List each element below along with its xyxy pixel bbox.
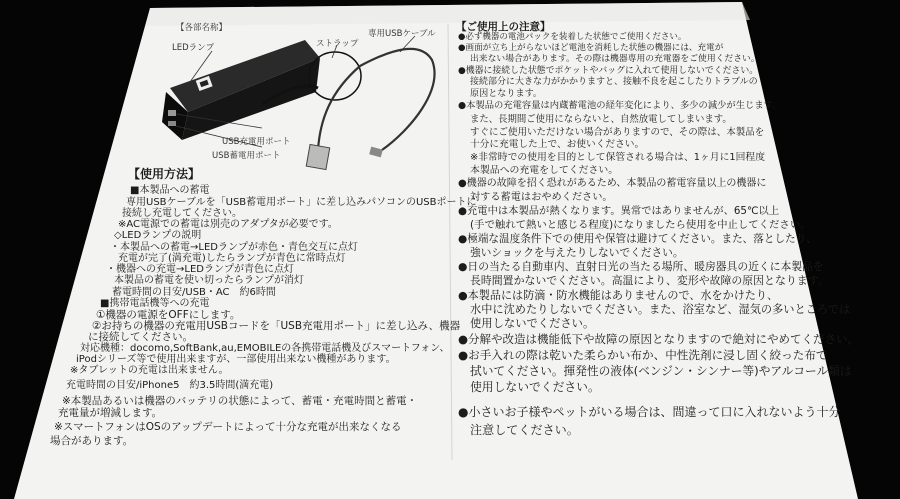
caution-line: ●必ず機器の電池パックを装着した状態でご使用ください。 xyxy=(458,32,687,42)
usage-line: に接続してください。 xyxy=(88,331,193,343)
usage-line: 接続し充電してください。 xyxy=(122,208,242,219)
caution-line: ※非常時での使用を目的として保管される場合は、1ヶ月に1回程度 xyxy=(470,152,765,163)
caution-line: 注意してください。 xyxy=(470,423,579,437)
usage-line: ※スマートフォンはOSのアップデートによって十分な充電が出来なくなる xyxy=(54,421,402,433)
usage-line: ■本製品への蓄電 xyxy=(130,185,210,196)
caution-line: 接続部分に大きな力がかかりますと、接触不良を起こしたりトラブルの xyxy=(470,77,758,87)
caution-line: ●お手入れの際は乾いた柔らかい布か、中性洗剤に浸し固く絞った布で xyxy=(458,348,828,362)
caution-line: ●本製品には防滴・防水機能はありませんので、水をかけたり、 xyxy=(458,289,779,302)
caution-line: 使用しないでください。 xyxy=(470,380,600,394)
caution-line: また、長期間ご使用にならないと、自然放電してしまいます。 xyxy=(470,114,732,125)
usage-line: ※AC電源での蓄電は別売のアダプタが必要です。 xyxy=(118,219,338,230)
caution-line: 水中に沈めたりしないでください。また、浴室など、湿気の多いところでは xyxy=(470,303,851,316)
caution-line: ●小さいお子様やペットがいる場合は、間違って口に入れないよう十分 xyxy=(458,405,841,419)
cable-label: 専用USBケーブル xyxy=(368,29,436,39)
caution-line: ●機器の故障を招く恐れがあるため、本製品の蓄電容量以上の機器に xyxy=(458,178,767,189)
usage-line: ※タブレットの充電は出来ません。 xyxy=(70,365,229,376)
diagram-title: 【各部名称】 xyxy=(176,23,228,33)
caution-line: 強いショックを与えたりしないでください。 xyxy=(470,246,684,259)
caution-line: ●画面が立ち上がらないほど電池を消耗した状態の機器には、充電が xyxy=(458,43,724,53)
caution-line: ●機器に接続した状態でポケットやバッグに入れて使用しないでください。 xyxy=(458,66,759,76)
usage-line: ①機器の電源をOFFにします。 xyxy=(96,309,241,321)
usage-heading: 【使用方法】 xyxy=(128,167,201,181)
usage-line: 蓄電時間の目安/USB・AC 約6時間 xyxy=(112,287,276,298)
usage-line: 対応機種：docomo,SoftBank,au,EMOBILEの各携帯電話機及びスマートフォン、 xyxy=(80,343,450,354)
charge-port-label: USB充電用ポート xyxy=(222,137,291,147)
caution-line: 原因となります。 xyxy=(470,89,543,99)
caution-line: 拭いてください。揮発性の液体(ベンジン・シンナー等)やアルコール類は xyxy=(470,364,852,378)
usage-line: ◇LEDランプの説明 xyxy=(114,230,202,241)
caution-line: 出来ない場合があります。その際は機器専用の充電器をご使用ください。 xyxy=(470,54,760,64)
caution-line: 使用しないでください。 xyxy=(470,317,595,330)
caution-line: 本製品への充電をしてください。 xyxy=(470,165,619,176)
caution-line: ●分解や改造は機能低下や故障の原因となりますので絶対にやめてください。 xyxy=(458,332,860,346)
usage-line: ■携帯電話機等への充電 xyxy=(100,298,210,309)
usage-line: iPodシリーズ等で使用出来ますが、一部使用出来ない機種があります。 xyxy=(76,354,396,365)
usage-line: 専用USBケーブルを「USB蓄電用ポート」に差し込みパソコンのUSBポートに xyxy=(126,197,477,208)
caution-line: ●充電中は本製品が熱くなります。異常ではありませんが、65℃以上 xyxy=(458,205,780,217)
usage-line: 充電量が増減します。 xyxy=(58,407,163,419)
cautions-heading: 【ご使用上の注意】 xyxy=(456,21,551,33)
caution-line: ●本製品の充電容量は内蔵蓄電池の経年変化により、多少の減少が生じます。 xyxy=(458,100,782,111)
usage-line: ・機器への充電→LEDランプが青色に点灯 xyxy=(106,264,294,275)
usage-line: 本製品の蓄電を使い切ったらランプが消灯 xyxy=(114,275,304,286)
usage-line: 充電時間の目安/iPhone5 約3.5時間(満充電) xyxy=(66,380,274,391)
caution-line: ●日の当たる自動車内、直射日光の当たる場所、暖房器具の近くに本製品を xyxy=(458,260,824,273)
caution-line: 長時間置かないでください。高温により、変形や故障の原因となります。 xyxy=(470,274,829,287)
caution-line: (手で触れて熱いと感じる程度)になりましたら使用を中止してください。 xyxy=(470,219,811,231)
usage-line: 充電が完了(満充電)したらランプが青色に常時点灯 xyxy=(118,253,346,264)
caution-line: 対する蓄電はおやめください。 xyxy=(470,192,613,203)
store-port-label: USB蓄電用ポート xyxy=(212,151,281,161)
led-label: LEDランプ xyxy=(172,43,215,53)
caution-line: 十分に充電した上で、お使いください。 xyxy=(470,139,645,150)
caution-line: ●極端な温度条件下での使用や保管は避けてください。また、落としたり、 xyxy=(458,233,817,245)
usage-line: 場合があります。 xyxy=(50,435,134,447)
caution-line: すぐにご使用いただけない場合がありますので、その際は、本製品を xyxy=(470,127,765,138)
strap-label: ストラップ xyxy=(316,39,359,49)
usage-line: ・本製品への蓄電→LEDランプが赤色・青色交互に点灯 xyxy=(110,242,358,253)
usage-line: ②お持ちの機器の充電用USBコードを「USB充電用ポート」に差し込み、機器 xyxy=(92,320,461,332)
usage-line: ※本製品あるいは機器のバッテリの状態によって、蓄電・充電時間と蓄電・ xyxy=(62,395,418,407)
